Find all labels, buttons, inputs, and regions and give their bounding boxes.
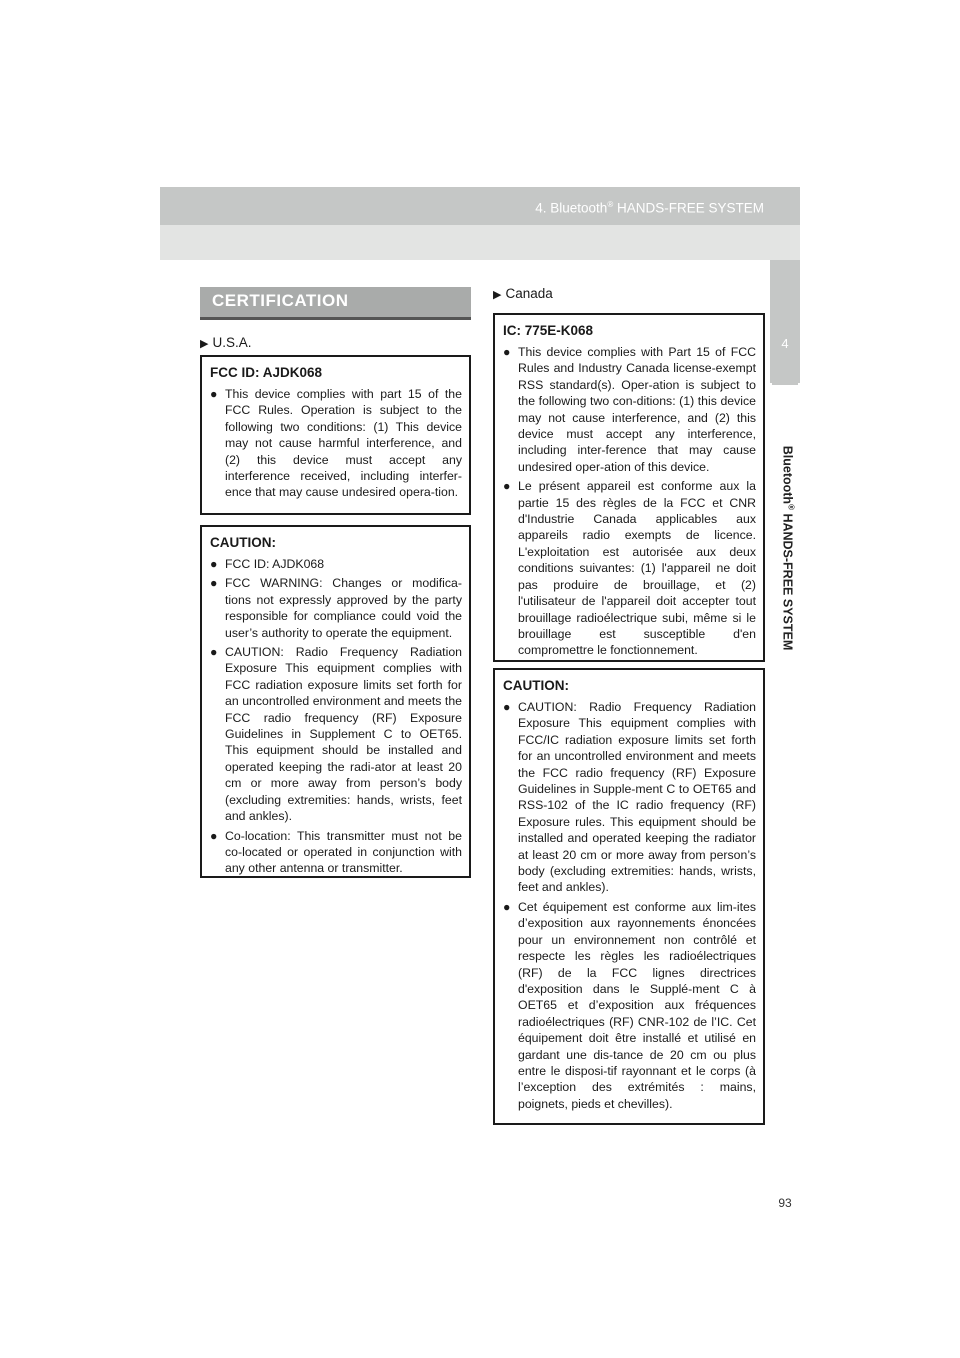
- header-band: [160, 225, 800, 260]
- usa-subheading: ▶ U.S.A.: [200, 335, 252, 350]
- bullet-icon: ●: [210, 557, 218, 571]
- chapter-divider: [772, 383, 798, 385]
- triangle-right-icon: ▶: [200, 338, 209, 350]
- section-title: CERTIFICATION: [212, 291, 349, 310]
- bullet-icon: ●: [210, 828, 218, 843]
- list-item: ● CAUTION: Radio Frequency Radiation Exposure This equipment complies with FCC radiation exposure limits set forth for an uncontrolled environment and meets the FCC radio frequency (RF) Exposure Guidelines in Supplement C to OET65. This equipment should be installed and operated keeping the radi-ator at least 20 cm or more away from person’s body (excluding extremities: hands, wrists, feet and ankles).: [210, 645, 462, 824]
- chapter-tab: [770, 260, 800, 383]
- list-item: ● Co-location: This transmitter must not be co-located or operated in conjunction with any other antenna or transmitter.: [210, 828, 462, 876]
- list-item: ● CAUTION: Radio Frequency Radiation Exposure This equipment complies with FCC/IC radiation exposure limits set forth for an uncontrolled environment and meets the FCC radio frequency (RF) Exposure Guidelines in Supple-ment C to OET65 and RSS-102 of the IC radio frequency (RF) Exposure rules. This equipment should be installed and operated keeping the radiator at least 20 cm or more away from person’s body (excluding extremities: hands, wrists, feet and ankles).: [503, 700, 756, 895]
- list-item: ● FCC WARNING: Changes or modifica-tions not expressly approved by the party responsible for compliance could void the user’s authority to operate the equipment.: [210, 576, 462, 640]
- header-title: 4. Bluetooth® HANDS-FREE SYSTEM: [535, 200, 764, 216]
- canada-caution-box: [493, 668, 765, 1125]
- list-item: ● This device complies with Part 15 of FCC Rules and Industry Canada license-exempt RSS standard(s). Oper-ation is subject to the following two con-ditions: (1) this device may not cause interference, and (2) this device must accept any interference, including inter-ference that may cause undesired oper-ation of this device.: [503, 345, 756, 474]
- box-title: FCC ID: AJDK068: [210, 365, 323, 380]
- chapter-number: 4: [781, 336, 789, 351]
- page-number: 93: [778, 1196, 792, 1210]
- list-item: ● FCC ID: AJDK068: [210, 557, 325, 571]
- bullet-icon: ●: [503, 700, 511, 714]
- box-title: CAUTION:: [503, 678, 569, 693]
- ic-id-box: [493, 313, 765, 662]
- bullet-icon: ●: [210, 387, 218, 401]
- box-title: IC: 775E-K068: [503, 323, 594, 338]
- list-item: ● Le présent appareil est conforme aux la partie 15 des règles de la FCC et CNR d'Industrie Canada applicables aux appareils radio exempts de licence. L'exploitation est autorisée aux deux conditions suivantes: (1) l'appareil ne doit pas produire de brouillage, et (2) l'utilisateur de l'appareil doit accepter tout brouillage radioélectrique subi, même si le brouillage est susceptible d'en compromettre le fonctionnement.: [503, 479, 756, 658]
- chapter-label: Bluetooth® HANDS-FREE SYSTEM: [780, 445, 796, 651]
- bullet-icon: ●: [210, 645, 218, 660]
- fcc-id-box: [200, 355, 471, 515]
- section-heading: [200, 287, 471, 320]
- bullet-icon: ●: [503, 479, 511, 494]
- list-item: ● Cet équipement est conforme aux lim-ites d’exposition aux rayonnements énoncées pour un environnement non contrôlé et respecte les règles les radioélectriques (RF) de la FCC lignes directrices d'exposition dans le Supplé-ment C à OET65 et d’exposition aux fréquences radioélectriques (RF) CNR-102 de l’IC. Cet équipement doit être installé et utilisé en gardant une dis-tance de 20 cm ou plus entre le disposi-tif rayonnant et le corps (à l’exception des extrémités : mains, poignets, pieds et chevilles).: [503, 899, 756, 1111]
- bullet-icon: ●: [503, 899, 511, 914]
- bullet-icon: ●: [503, 345, 511, 359]
- bullet-icon: ●: [210, 576, 218, 591]
- triangle-right-icon: ▶: [493, 289, 502, 301]
- list-item: ● This device complies with part 15 of the FCC Rules. Operation is subject to the following two conditions: (1) This device may not cause harmful interference, and (2) this device must accept any interference received, including interfer-ence that may cause undesired opera-tion.: [210, 387, 462, 500]
- box-title: CAUTION:: [210, 535, 276, 550]
- page-header: [160, 187, 800, 225]
- usa-caution-box: [200, 525, 471, 878]
- canada-subheading: ▶ Canada: [493, 286, 553, 301]
